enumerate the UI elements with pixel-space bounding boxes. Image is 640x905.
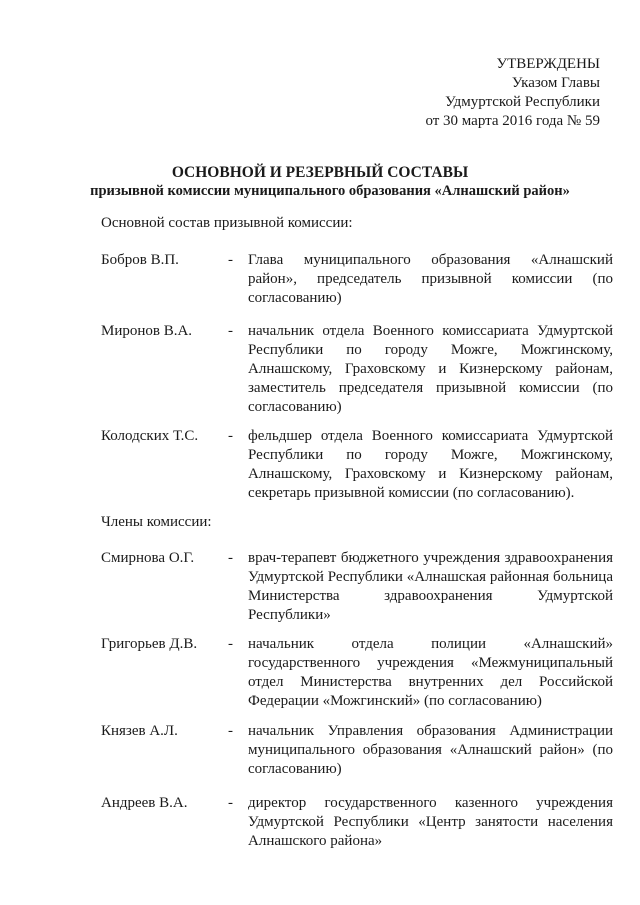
member-dash: - xyxy=(228,428,233,444)
member-name: Андреев В.А. xyxy=(101,795,188,811)
approval-line-1: УТВЕРЖДЕНЫ xyxy=(496,56,600,72)
main-section-label: Основной состав призывной комиссии: xyxy=(101,215,353,231)
approval-line-2: Указом Главы xyxy=(511,75,600,91)
approval-line-4: от 30 марта 2016 года № 59 xyxy=(425,113,600,129)
member-role: врач-терапевт бюджетного учреждения здравоохранения Удмуртской Республики «Алнашская районная больница Министерства здравоохранения Удмуртской Республики» xyxy=(248,550,613,623)
member-role: фельдшер отдела Военного комиссариата Удмуртской Республики по городу Можге, Можгинскому, Алнашскому, Граховскому и Кизнерскому районам, секретарь призывной комиссии (по согласованию). xyxy=(248,428,613,501)
member-name: Григорьев Д.В. xyxy=(101,636,198,652)
member-name: Бобров В.П. xyxy=(101,252,179,268)
member-name: Смирнова О.Г. xyxy=(101,550,195,566)
member-role: начальник отдела полиции «Алнашский» государственного учреждения «Межмуниципальный отдел Министерства внутренних дел Российской Федерации «Можгинский» (по согласованию) xyxy=(248,636,613,709)
member-dash: - xyxy=(228,323,233,339)
members-section-label: Члены комиссии: xyxy=(101,514,212,530)
document-title: ОСНОВНОЙ И РЕЗЕРВНЫЙ СОСТАВЫ xyxy=(171,164,469,181)
member-dash: - xyxy=(228,252,233,268)
member-name: Князев А.Л. xyxy=(101,723,178,739)
member-role: директор государственного казенного учреждения Удмуртской Республики «Центр занятости населения Алнашского района» xyxy=(248,795,613,849)
member-dash: - xyxy=(228,550,233,566)
member-role: начальник отдела Военного комиссариата Удмуртской Республики по городу Можге, Можгинскому, Алнашскому, Граховскому и Кизнерскому районам, заместитель председателя призывной комиссии (по согласованию) xyxy=(248,323,613,415)
member-name: Колодских Т.С. xyxy=(101,428,199,444)
document-subtitle: призывной комиссии муниципального образования «Алнашский район» xyxy=(90,183,570,199)
member-role: начальник Управления образования Администрации муниципального образования «Алнашский район» (по согласованию) xyxy=(248,723,613,777)
member-dash: - xyxy=(228,723,233,739)
member-role: Глава муниципального образования «Алнашский район», председатель призывной комиссии (по согласованию) xyxy=(248,252,613,306)
approval-line-3: Удмуртской Республики xyxy=(445,94,600,110)
approval-stamp xyxy=(370,55,600,131)
member-dash: - xyxy=(228,636,233,652)
member-name: Миронов В.А. xyxy=(101,323,193,339)
member-dash: - xyxy=(228,795,233,811)
